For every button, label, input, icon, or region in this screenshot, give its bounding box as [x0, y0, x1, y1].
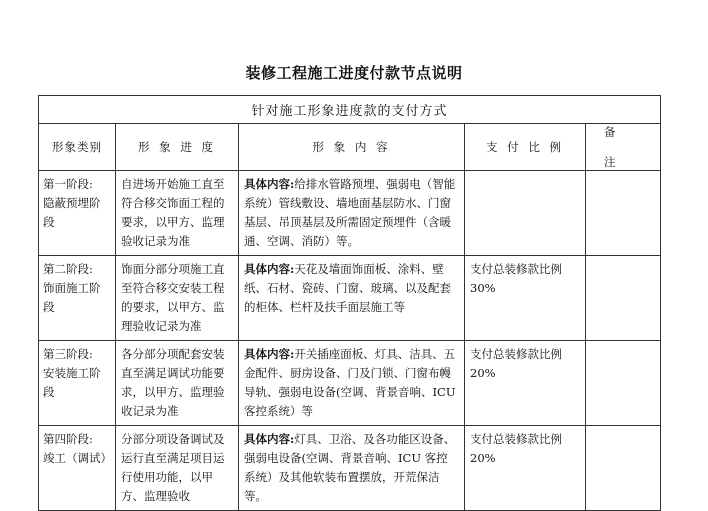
stage-name: 竣工（调试）: [43, 451, 112, 465]
table-row: [39, 171, 661, 256]
table-row: [39, 256, 661, 341]
payment-text: 支付总装修款比例 20%: [470, 347, 562, 380]
header-content: 形 象 内 容: [239, 124, 465, 171]
payment-schedule-table: [38, 95, 661, 511]
payment-cell: [465, 426, 586, 511]
note-cell: [586, 256, 661, 341]
content-cell: [239, 426, 465, 511]
stage-label: 第三阶段:: [43, 347, 93, 361]
stage-cell: [39, 341, 116, 426]
progress-text: 分部分项设备调试及运行直至满足项目运行使用功能，以甲方、监理验收: [121, 432, 225, 503]
payment-text: [465, 171, 585, 179]
content-cell: [239, 256, 465, 341]
content-text: 开关插座面板、灯具、洁具、五金配件、厨房设备、门及门锁、门窗布幔导轨、强弱电设备(空调、背景音响、ICU 客控系统）等: [244, 347, 456, 418]
progress-text: 自进场开始施工直至符合移交饰面工程的要求，以甲方、监理验收记录为准: [121, 177, 225, 248]
content-cell: [239, 341, 465, 426]
stage-label: 第四阶段:: [43, 432, 93, 446]
progress-cell: [116, 256, 239, 341]
stage-cell: [39, 171, 116, 256]
note-cell: [586, 171, 661, 256]
stage-name: 安装施工阶段: [43, 366, 101, 399]
table-subtitle: 针对施工形象进度款的支付方式: [39, 96, 661, 124]
note-cell: [586, 341, 661, 426]
progress-cell: [116, 171, 239, 256]
payment-cell: [465, 341, 586, 426]
header-note-a: 备: [604, 125, 619, 139]
header-row: [39, 124, 661, 171]
table-row: [39, 426, 661, 511]
payment-cell: [465, 171, 586, 256]
payment-text: 支付总装修款比例 20%: [470, 432, 562, 465]
header-progress: 形 象 进 度: [116, 124, 239, 171]
content-label: 具体内容:: [244, 347, 295, 361]
content-text: 天花及墙面饰面板、涂料、壁纸、石材、瓷砖、门窗、玻璃、以及配套的柜体、栏杆及扶手面层施工等: [244, 262, 451, 314]
header-stage: 形象类别: [39, 124, 116, 171]
payment-text: 支付总装修款比例 30%: [470, 262, 562, 295]
note-cell: [586, 426, 661, 511]
payment-cell: [465, 256, 586, 341]
content-cell: [239, 171, 465, 256]
content-label: 具体内容:: [244, 432, 295, 446]
header-note-b: 注: [604, 155, 619, 169]
progress-cell: [116, 426, 239, 511]
progress-text: 饰面分部分项施工直至符合移交安装工程的要求，以甲方、监理验收记录为准: [121, 262, 225, 333]
table-row: [39, 341, 661, 426]
stage-label: 第二阶段:: [43, 262, 93, 276]
stage-cell: [39, 256, 116, 341]
content-text: 给排水管路预埋、强弱电（智能系统）管线敷设、墙地面基层防水、门窗基层、吊顶基层及所需固定预埋件（含暖通、空调、消防）等。: [244, 177, 456, 248]
stage-cell: [39, 426, 116, 511]
header-note: [586, 124, 661, 171]
stage-label: 第一阶段:: [43, 177, 93, 191]
stage-name: 饰面施工阶段: [43, 281, 101, 314]
subtitle-row: [39, 96, 661, 124]
content-label: 具体内容:: [244, 262, 295, 276]
content-label: 具体内容:: [244, 177, 295, 191]
progress-cell: [116, 341, 239, 426]
document-title: 装修工程施工进度付款节点说明: [245, 64, 463, 82]
stage-name: 隐蔽预埋阶段: [43, 196, 101, 229]
header-payment: 支 付 比 例: [465, 124, 586, 171]
content-text: 灯具、卫浴、及各功能区设备、强弱电设备(空调、背景音响、ICU 客控系统）及其他软装布置摆放，开荒保洁等。: [244, 432, 456, 503]
progress-text: 各分部分项配套安装直至满足调试功能要求，以甲方、监理验收记录为准: [121, 347, 225, 418]
